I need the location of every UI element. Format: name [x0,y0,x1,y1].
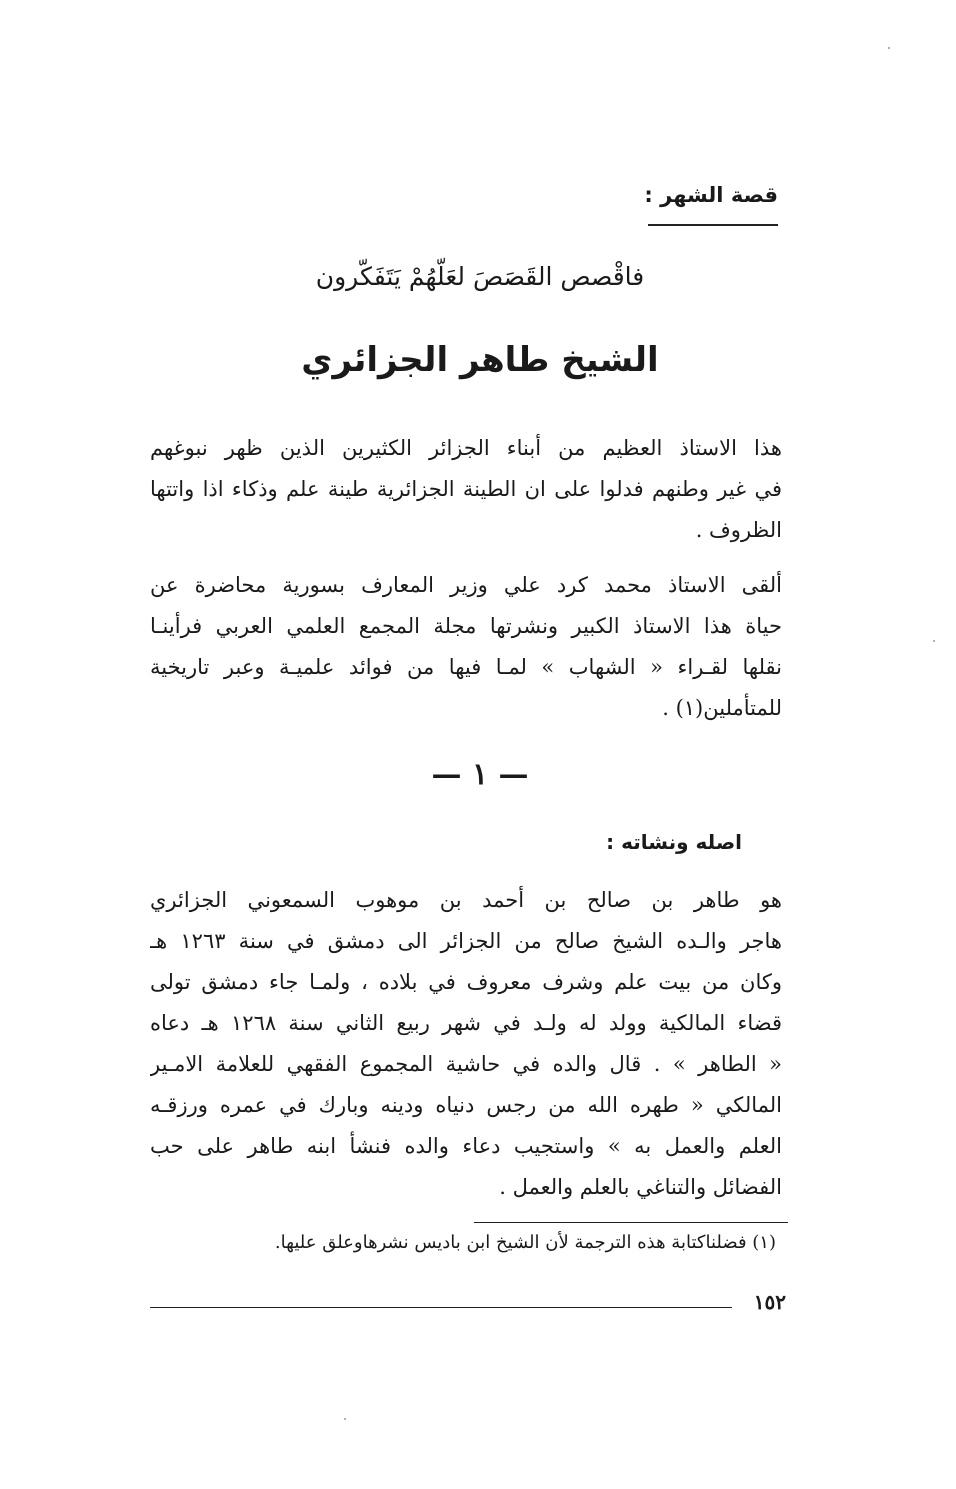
paragraph-line: قضاء المالكية وولد له ولـد في شهر ربيع الثاني سنة ١٢٦٨ هـ دعاه [150,1011,782,1035]
paragraph-line: وكان من بيت علم وشرف معروف في بلاده ، ولمـا جاء دمشق تولى [150,970,782,994]
paragraph-line: للمتأملين(١) . [662,696,782,720]
section-number: — ١ — [431,757,529,792]
page-number: ١٥٢ [753,1290,786,1314]
paragraph-line: « الطاهر » . قال والده في حاشية المجموع الفقهي للعلامة الامـير [150,1052,782,1076]
intro-paragraph [150,428,782,551]
paragraph-line: المالكي « طهره الله من رجس دنياه ودينه وبارك في عمره ورزقـه [150,1093,782,1117]
paragraph-line: هو طاهر بن صالح بن أحمد بن موهوب السمعوني الجزائري [150,888,782,912]
paragraph-line: الظروف . [695,518,782,542]
quran-verse: فاقْصص القَصَصَ لعَلّهُمْ يَتَفَكّرون [315,262,645,291]
paragraph-line: حياة هذا الاستاذ الكبير ونشرتها مجلة المجمع العلمي العربي فرأينـا [150,614,782,638]
body-paragraph [150,880,782,1208]
scan-speck [888,47,890,49]
footnote: (١) فضلناكتابة هذه الترجمة لأن الشيخ ابن باديس نشرهاوعلق عليها. [274,1232,776,1253]
page-bottom-rule [150,1307,732,1308]
scan-speck [344,1418,346,1420]
section-header: قصة الشهر : [644,183,778,207]
subheading: اصله ونشاته : [606,830,742,854]
scan-speck [933,640,935,642]
second-paragraph [150,565,782,729]
paragraph-line: نقلها لقـراء « الشهاب » لمـا فيها من فوائد علميـة وعبر تاريخية [150,655,782,679]
paragraph-line: العلم والعمل به » واستجيب دعاء والده فنشأ ابنه طاهر على حب [150,1134,782,1158]
paragraph-line: في غير وطنهم فدلوا على ان الطينة الجزائرية طينة علم وذكاء اذا واتتها [150,477,782,501]
paragraph-line: هاجر والـده الشيخ صالح من الجزائر الى دمشق في سنة ١٢٦٣ هـ [150,929,782,953]
section-header-underline [648,224,778,226]
footnote-separator [474,1222,788,1223]
paragraph-line: هذا الاستاذ العظيم من أبناء الجزائر الكثيرين الذين ظهر نبوغهم [150,436,782,460]
article-title: الشيخ طاهر الجزائري [301,340,659,380]
paragraph-line: الفضائل والتناغي بالعلم والعمل . [499,1175,782,1199]
paragraph-line: ألقى الاستاذ محمد كرد علي وزير المعارف بسورية محاضرة عن [150,573,782,597]
